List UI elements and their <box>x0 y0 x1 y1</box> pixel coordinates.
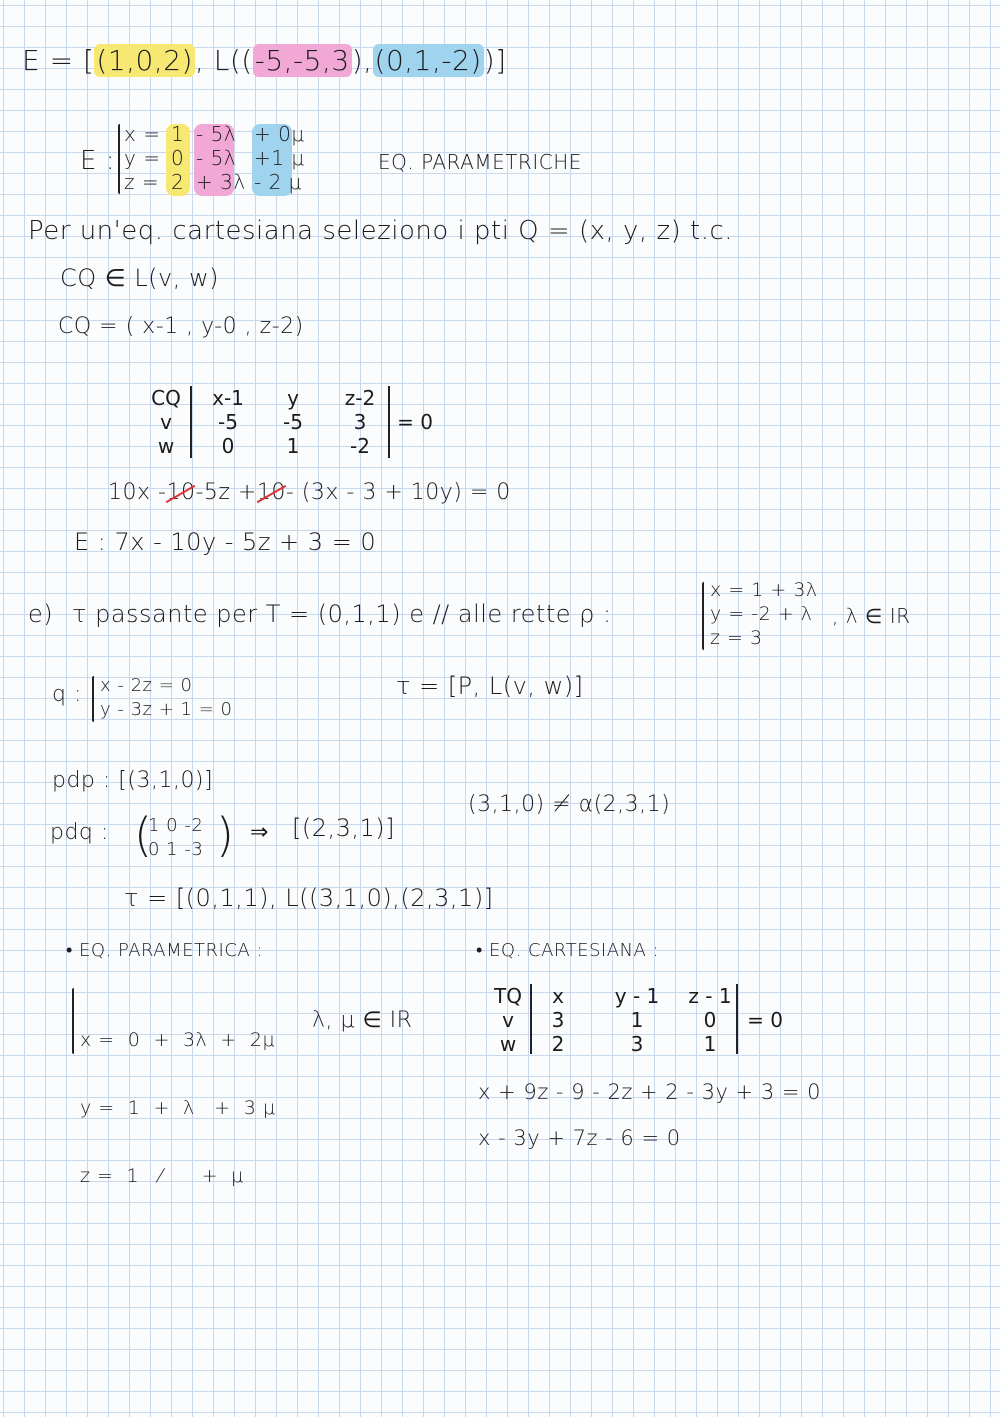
det-cell: 1 <box>286 434 300 458</box>
param-const-col <box>171 122 184 194</box>
rho-param: , λ ∈ IR <box>832 604 911 628</box>
param2-row: y = 1 + λ + 3 μ <box>80 1097 276 1119</box>
det-cell: 0 <box>703 1008 717 1032</box>
det-cell: x-1 <box>212 386 244 410</box>
tau-final: τ = [(0,1,1), L((3,1,0),(2,3,1)] <box>124 884 494 912</box>
determinant-expansion <box>108 480 511 505</box>
det-cell: 0 <box>221 434 235 458</box>
param-brace <box>118 124 120 194</box>
vector-sep: ), <box>351 44 373 77</box>
q-row: y - 3z + 1 = 0 <box>100 699 233 720</box>
mu-term: +1 μ <box>254 146 305 170</box>
mu-term: - 2 μ <box>254 170 302 194</box>
det2-bar-right <box>736 984 738 1054</box>
const: 2 <box>171 170 185 194</box>
lambda-term: + 3λ <box>196 170 246 194</box>
determinant-2 <box>488 984 808 1064</box>
param-tag: EQ. PARAMETRICHE <box>378 150 582 174</box>
pdq-matrix <box>148 814 203 862</box>
result-equation: E : 7x - 10y - 5z + 3 = 0 <box>74 528 377 556</box>
mu-term: + 0μ <box>254 122 305 146</box>
lambda-term: - 5λ <box>196 146 237 170</box>
exp-part: -5z + <box>195 480 257 505</box>
var: x = <box>124 122 161 146</box>
exp-part: 10x - <box>108 480 167 505</box>
det-bar-left <box>190 386 192 458</box>
rho-row: y = -2 + λ <box>710 603 813 625</box>
matrix-row: 1 0 -2 <box>148 815 204 836</box>
param-mu-col <box>254 122 305 194</box>
det-row-label: w <box>499 1032 517 1056</box>
param-label: E : <box>80 146 115 176</box>
param-lambda-col <box>196 122 246 194</box>
point-highlight: (1,0,2) <box>96 44 193 77</box>
exp-part: - (3x - 3 + 10y) = 0 <box>285 480 511 505</box>
det-row-label: CQ <box>151 386 181 410</box>
det-cell: y <box>287 386 299 410</box>
cart-expansion: x + 9z - 9 - 2z + 2 - 3y + 3 = 0 <box>478 1080 821 1104</box>
det-cell: 3 <box>551 1008 565 1032</box>
eq-cart-title: • EQ. CARTESIANA : <box>476 940 660 961</box>
eq-param-title: • EQ. PARAMETRICA : <box>66 940 263 961</box>
param2-system <box>80 984 276 1210</box>
vector-w-highlight: (0,1,-2) <box>374 44 482 77</box>
subspace-lhs: E = [ <box>22 44 95 77</box>
cart-result: x - 3y + 7z - 6 = 0 <box>478 1126 681 1150</box>
q-label: q : <box>52 682 82 707</box>
pdq-result: [(2,3,1)] <box>292 814 396 842</box>
det-cell: y - 1 <box>614 984 660 1008</box>
det-cell: 3 <box>630 1032 644 1056</box>
pdq-label: pdq : <box>50 820 109 845</box>
param2-brace <box>72 988 74 1054</box>
cq-vector: CQ = ( x-1 , y-0 , z-2) <box>58 314 304 339</box>
param2-row: x = 0 + 3λ + 2μ <box>80 1029 276 1051</box>
param-var-col <box>124 122 160 194</box>
vector-v-highlight: -5,-5,3 <box>254 44 350 77</box>
q-row: x - 2z = 0 <box>100 675 193 696</box>
det-row-label: v <box>160 410 172 434</box>
rho-row: z = 3 <box>710 627 763 649</box>
det-cell: -5 <box>218 410 238 434</box>
det-equals: = 0 <box>397 410 433 434</box>
det-row-label: TQ <box>494 984 522 1008</box>
matrix-row: 0 1 -3 <box>148 839 204 860</box>
det-cell: x <box>552 984 564 1008</box>
det-bar-right <box>388 386 390 458</box>
cartesian-intro: Per un'eq. cartesiana seleziono i pti Q = (x, y, z) t.c. <box>28 216 734 246</box>
subspace-definition <box>22 44 507 77</box>
pdq-paren-left: ( <box>134 808 153 862</box>
var: y = <box>124 146 161 170</box>
tau-definition: τ = [P, L(v, w)] <box>396 672 584 700</box>
part-e-label: e) <box>28 600 54 628</box>
cq-in-span: CQ ∈ L(v, w) <box>60 264 219 292</box>
det-cell: 3 <box>353 410 367 434</box>
det-row-label: w <box>157 434 175 458</box>
det-row-label: v <box>502 1008 514 1032</box>
q-brace <box>92 676 94 722</box>
exp-cancelled: 10 <box>256 480 286 505</box>
not-parallel: (3,1,0) ≠ α(2,3,1) <box>468 792 671 817</box>
det-cell: 1 <box>703 1032 717 1056</box>
rho-brace <box>702 582 704 650</box>
const: 0 <box>171 146 185 170</box>
q-system <box>100 674 232 722</box>
det-cell: z-2 <box>344 386 376 410</box>
det-cell: 1 <box>630 1008 644 1032</box>
det-cell: -2 <box>350 434 370 458</box>
det-cell: z - 1 <box>688 984 732 1008</box>
span-open: , L(( <box>194 44 253 77</box>
param2-row: z = 1 ⁄ + μ <box>80 1165 244 1187</box>
pdp: pdp : [(3,1,0)] <box>52 768 214 793</box>
const: 1 <box>171 122 185 146</box>
lambda-term: - 5λ <box>196 122 237 146</box>
part-e-text: τ passante per T = (0,1,1) e // alle rette ρ : <box>72 600 612 628</box>
rho-row: x = 1 + 3λ <box>710 579 818 601</box>
det-cell: 2 <box>551 1032 565 1056</box>
det-equals: = 0 <box>747 1008 783 1032</box>
implies-arrow: ⇒ <box>250 820 269 845</box>
param2-range: λ, μ ∈ IR <box>312 1008 413 1033</box>
det2-bar-left <box>530 984 532 1054</box>
det-cell: -5 <box>283 410 303 434</box>
rho-system <box>710 578 818 650</box>
span-close: )] <box>483 44 507 77</box>
exp-cancelled: 10 <box>166 480 196 505</box>
var: z = <box>124 170 160 194</box>
pdq-paren-right: ) <box>216 808 235 862</box>
